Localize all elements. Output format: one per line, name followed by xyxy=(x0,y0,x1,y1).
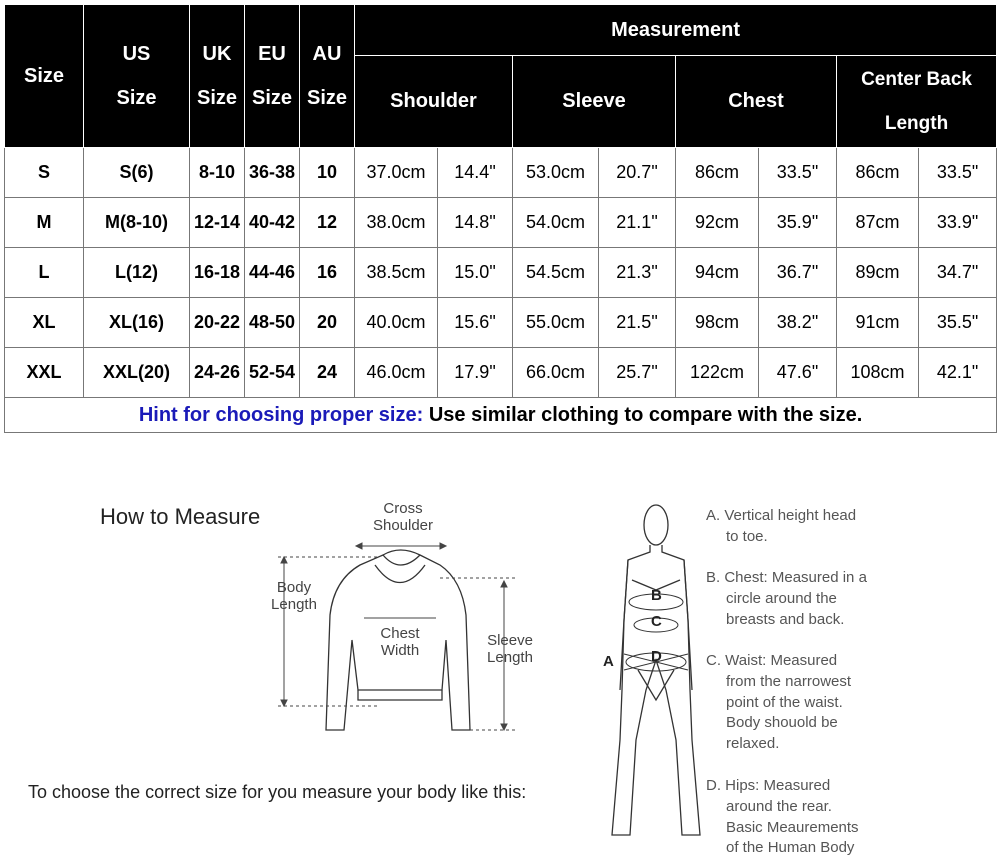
cell-us: XXL(20) xyxy=(84,348,190,398)
cell-us: L(12) xyxy=(84,248,190,298)
cell-back-in: 33.5" xyxy=(919,148,997,198)
cell-sleeve-in: 20.7" xyxy=(599,148,676,198)
marker-d: D xyxy=(651,648,662,665)
sleeve-length-label: Sleeve Length xyxy=(487,632,533,666)
cell-shoulder-in: 15.0" xyxy=(438,248,513,298)
cell-us: M(8-10) xyxy=(84,198,190,248)
cell-au: 24 xyxy=(300,348,355,398)
cell-shoulder-in: 14.8" xyxy=(438,198,513,248)
header-uk-size: UK Size xyxy=(190,5,245,148)
cell-sleeve-cm: 66.0cm xyxy=(513,348,599,398)
cell-back-cm: 108cm xyxy=(837,348,919,398)
cell-shoulder-in: 14.4" xyxy=(438,148,513,198)
cell-chest-in: 36.7" xyxy=(759,248,837,298)
cell-shoulder-cm: 46.0cm xyxy=(355,348,438,398)
cell-back-in: 42.1" xyxy=(919,348,997,398)
cell-uk: 12-14 xyxy=(190,198,245,248)
cell-au: 10 xyxy=(300,148,355,198)
cell-size: M xyxy=(5,198,84,248)
note-c: C. Waist: Measured from the narrowest point of the waist. Body shouold be relaxed. xyxy=(706,652,852,753)
how-to-measure-title: How to Measure xyxy=(100,504,261,529)
cell-shoulder-cm: 40.0cm xyxy=(355,298,438,348)
cell-eu: 40-42 xyxy=(245,198,300,248)
cell-eu: 52-54 xyxy=(245,348,300,398)
cell-back-in: 35.5" xyxy=(919,298,997,348)
cell-sleeve-cm: 55.0cm xyxy=(513,298,599,348)
cell-chest-in: 38.2" xyxy=(759,298,837,348)
header-sleeve: Sleeve xyxy=(513,56,676,148)
cell-chest-in: 33.5" xyxy=(759,148,837,198)
header-shoulder: Shoulder xyxy=(355,56,513,148)
note-a: A. Vertical height head to toe. xyxy=(706,507,857,545)
cell-us: XL(16) xyxy=(84,298,190,348)
cell-back-cm: 87cm xyxy=(837,198,919,248)
cell-chest-cm: 86cm xyxy=(676,148,759,198)
note-b: B. Chest: Measured in a circle around the breasts and back. xyxy=(706,569,867,628)
cell-uk: 24-26 xyxy=(190,348,245,398)
cell-chest-cm: 92cm xyxy=(676,198,759,248)
instruction-text: To choose the correct size for you measure your body like this: xyxy=(28,782,527,802)
cell-chest-cm: 122cm xyxy=(676,348,759,398)
cell-chest-cm: 98cm xyxy=(676,298,759,348)
body-length-label: Body Length xyxy=(271,579,317,613)
cell-back-in: 33.9" xyxy=(919,198,997,248)
cell-au: 12 xyxy=(300,198,355,248)
cell-shoulder-cm: 38.0cm xyxy=(355,198,438,248)
header-us-size: US Size xyxy=(84,5,190,148)
cell-uk: 8-10 xyxy=(190,148,245,198)
hint-label: Hint for choosing proper size: xyxy=(138,403,424,426)
marker-a: A xyxy=(603,653,614,670)
marker-c: C xyxy=(651,613,662,630)
cell-size: XXL xyxy=(5,348,84,398)
cell-size: S xyxy=(5,148,84,198)
cell-uk: 20-22 xyxy=(190,298,245,348)
cell-sleeve-cm: 53.0cm xyxy=(513,148,599,198)
cross-shoulder-label: Cross Shoulder xyxy=(372,500,434,534)
cell-sleeve-cm: 54.5cm xyxy=(513,248,599,298)
chest-width-label: Chest Width xyxy=(380,625,420,659)
cell-sleeve-in: 21.1" xyxy=(599,198,676,248)
header-chest: Chest xyxy=(676,56,837,148)
cell-back-cm: 91cm xyxy=(837,298,919,348)
cell-shoulder-cm: 38.5cm xyxy=(355,248,438,298)
cell-sleeve-cm: 54.0cm xyxy=(513,198,599,248)
cell-chest-in: 47.6" xyxy=(759,348,837,398)
marker-b: B xyxy=(651,587,662,604)
header-eu-size: EU Size xyxy=(245,5,300,148)
cell-sleeve-in: 21.3" xyxy=(599,248,676,298)
hint-text: Use similar clothing to compare with the size. xyxy=(423,403,863,426)
header-size: Size xyxy=(5,5,84,148)
cell-shoulder-in: 17.9" xyxy=(438,348,513,398)
cell-sleeve-in: 21.5" xyxy=(599,298,676,348)
cell-uk: 16-18 xyxy=(190,248,245,298)
cell-size: XL xyxy=(5,298,84,348)
cell-shoulder-in: 15.6" xyxy=(438,298,513,348)
cell-shoulder-cm: 37.0cm xyxy=(355,148,438,198)
header-au-size: AU Size xyxy=(300,5,355,148)
cell-eu: 48-50 xyxy=(245,298,300,348)
cell-chest-in: 35.9" xyxy=(759,198,837,248)
note-d: D. Hips: Measured around the rear. Basic Meaurements of the Human Body xyxy=(706,777,859,857)
cell-eu: 36-38 xyxy=(245,148,300,198)
cell-au: 20 xyxy=(300,298,355,348)
cell-au: 16 xyxy=(300,248,355,298)
cell-us: S(6) xyxy=(84,148,190,198)
cell-back-in: 34.7" xyxy=(919,248,997,298)
cell-back-cm: 89cm xyxy=(837,248,919,298)
cell-eu: 44-46 xyxy=(245,248,300,298)
cell-size: L xyxy=(5,248,84,298)
header-measurement: Measurement xyxy=(355,5,997,56)
cell-chest-cm: 94cm xyxy=(676,248,759,298)
cell-back-cm: 86cm xyxy=(837,148,919,198)
cell-sleeve-in: 25.7" xyxy=(599,348,676,398)
header-center-back-length: Center Back Length xyxy=(837,56,997,148)
